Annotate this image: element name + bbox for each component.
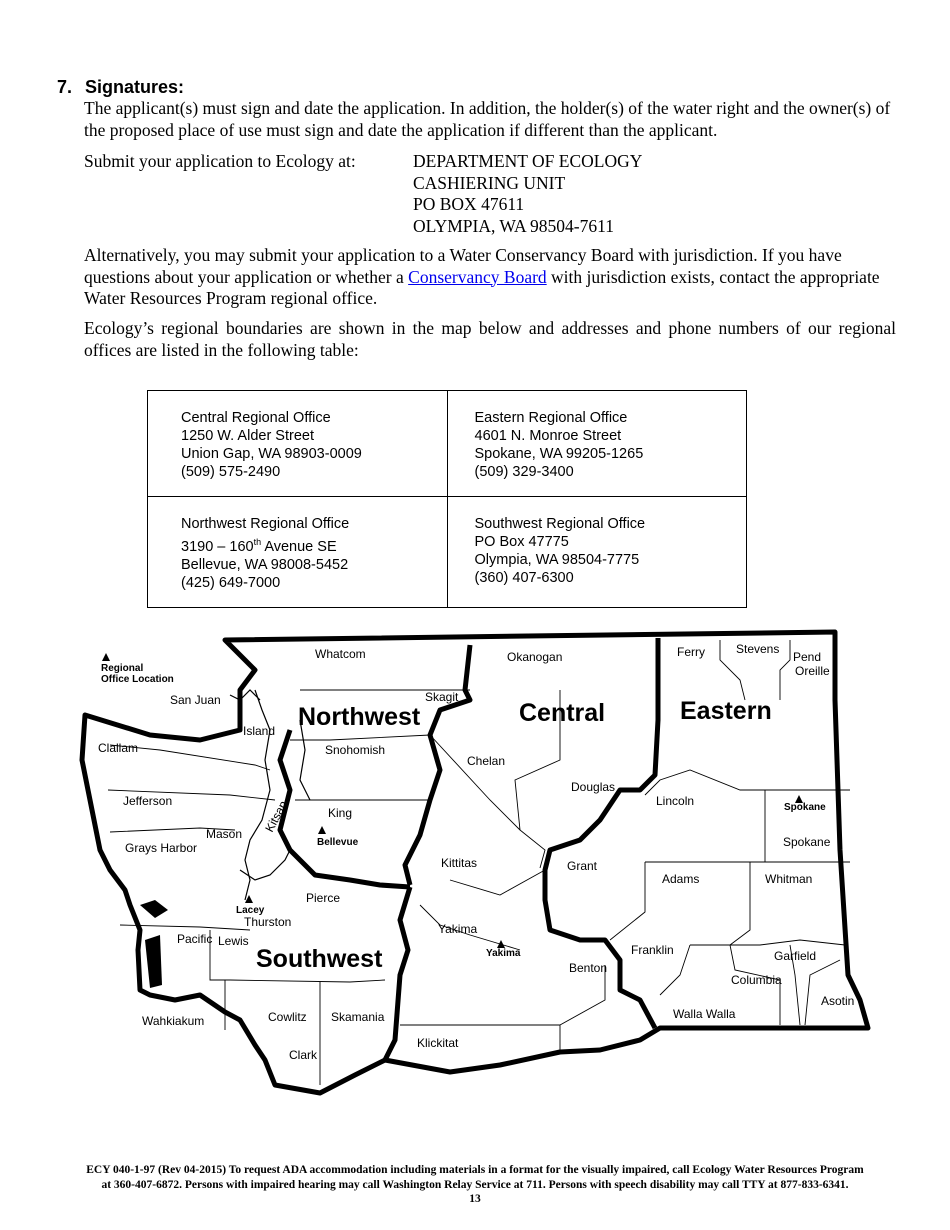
county-label: Spokane [783,835,831,849]
eastern-office-cell [447,391,747,497]
office-city: Bellevue, WA 98008-5452 [181,556,349,573]
address-line: OLYMPIA, WA 98504-7611 [413,215,614,236]
county-label: Grant [567,859,598,873]
street-ordinal: th [253,536,262,547]
county-label: Island [243,724,276,738]
street-part: Avenue SE [261,538,337,555]
office-phone: (425) 649-7000 [181,574,281,591]
mailing-address [413,151,642,237]
county-label: Stevens [736,642,780,656]
section-number: 7. [57,77,73,97]
county-label: Snohomish [325,743,386,757]
legend-triangle-icon [102,653,110,661]
washington-regions-map [76,628,876,1103]
office-city: Olympia, WA 98504-7775 [474,551,640,568]
county-label: Jefferson [123,794,173,808]
office-phone: (509) 329-3400 [474,464,574,480]
county-label: Klickitat [417,1036,459,1050]
yakima-triangle-icon [497,940,505,948]
paragraph-text: with jurisdiction exists, contact the appropriate Water Resources Program regional office. [84,266,880,308]
county-label: Clark [289,1048,318,1062]
page-footer [40,1163,910,1207]
coastal-islands [140,900,168,988]
county-label: Pierce [306,891,341,905]
section-heading [57,77,184,98]
region-southwest: Southwest [256,945,383,973]
office-street: PO Box 47775 [474,533,569,550]
county-label: Chelan [467,754,506,768]
footer-line: ECY 040-1-97 (Rev 04-2015) To request ADA accommodation including materials in a format for the visually impaired, call Ecology Water Resources Program [86,1164,864,1176]
paragraph-text: Alternatively, you may submit your application to a Water Conservancy Board with jurisdiction. If you have questions about your application or whether a [84,245,842,287]
county-label: Kittitas [441,856,478,870]
central-office-cell [148,391,448,497]
office-city-label: Lacey [236,905,265,916]
county-label: Kitsap [262,798,291,835]
county-label: Wahkiakum [142,1014,205,1028]
county-label: Okanogan [507,650,563,664]
county-label: Lincoln [656,794,695,808]
street-part: 3190 – 160 [181,538,254,555]
county-label: Skagit [425,690,459,704]
county-label: Thurston [244,915,292,929]
address-line: CASHIERING UNIT [413,172,566,193]
office-city: Spokane, WA 99205-1265 [474,446,644,462]
office-street [181,533,447,556]
county-label: Clallam [98,741,139,755]
county-label: Pend [793,650,822,664]
county-label: Ferry [677,645,705,659]
address-line: DEPARTMENT OF ECOLOGY [413,151,643,171]
region-central: Central [519,699,606,727]
office-phone: (360) 407-6300 [474,569,574,586]
county-label: San Juan [170,693,221,707]
footer-line: at 360-407-6872. Persons with impaired hearing may call Washington Relay Service at 711. Persons with speech disability may call TTY at 877-833-6341. [101,1178,849,1191]
region-eastern: Eastern [680,697,772,725]
office-phone: (509) 575-2490 [181,464,281,480]
regional-offices-table [147,390,747,608]
bellevue-triangle-icon [318,826,326,834]
region-northwest: Northwest [298,703,421,731]
county-label: Franklin [631,943,674,957]
southwest-office-cell [447,496,747,607]
northwest-office-cell [148,496,448,607]
alternative-paragraph [84,245,896,310]
county-label: Mason [206,827,243,841]
office-name: Eastern Regional Office [474,410,628,426]
county-label: Whatcom [315,647,366,661]
legend-label: Office Location [101,674,174,685]
office-city: Union Gap, WA 98903-0009 [181,446,362,462]
office-name: Northwest Regional Office [181,515,350,532]
county-label: Pacific [177,932,213,946]
county-label: Cowlitz [268,1010,307,1024]
signatures-paragraph: The applicant(s) must sign and date the application. In addition, the holder(s) of the water right and the owner(s) of the proposed place of use must sign and date the application if different than the applicant. [84,98,891,140]
county-label: Douglas [571,780,616,794]
page-number: 13 [469,1193,481,1205]
county-label: Asotin [821,994,855,1008]
office-street: 4601 N. Monroe Street [474,428,622,444]
county-label: Skamania [331,1010,385,1024]
county-label: Walla Walla [673,1007,736,1021]
address-line: PO BOX 47611 [413,194,525,214]
office-name: Central Regional Office [181,410,331,426]
county-label: Whitman [765,872,813,886]
legend-label: Regional [101,663,144,674]
section-title: Signatures: [85,77,185,97]
conservancy-board-link[interactable]: Conservancy Board [408,266,547,287]
county-label: Yakima [438,922,478,936]
county-label: King [328,806,353,820]
office-city-label: Yakima [486,948,521,959]
county-label: Columbia [731,973,782,987]
county-label: Grays Harbor [125,841,198,855]
county-label: Adams [662,872,700,886]
office-street: 1250 W. Alder Street [181,428,314,444]
county-label: Lewis [218,934,249,948]
office-name: Southwest Regional Office [474,515,646,532]
county-label: Garfield [774,949,817,963]
office-city-label: Bellevue [317,837,359,848]
county-label: Benton [569,961,608,975]
regions-paragraph: Ecology’s regional boundaries are shown in the map below and addresses and phone numbers of our regional offices are listed in the following table: [84,318,896,360]
office-city-label: Spokane [784,802,826,813]
submit-label: Submit your application to Ecology at: [84,151,356,171]
county-label: Oreille [795,664,830,678]
